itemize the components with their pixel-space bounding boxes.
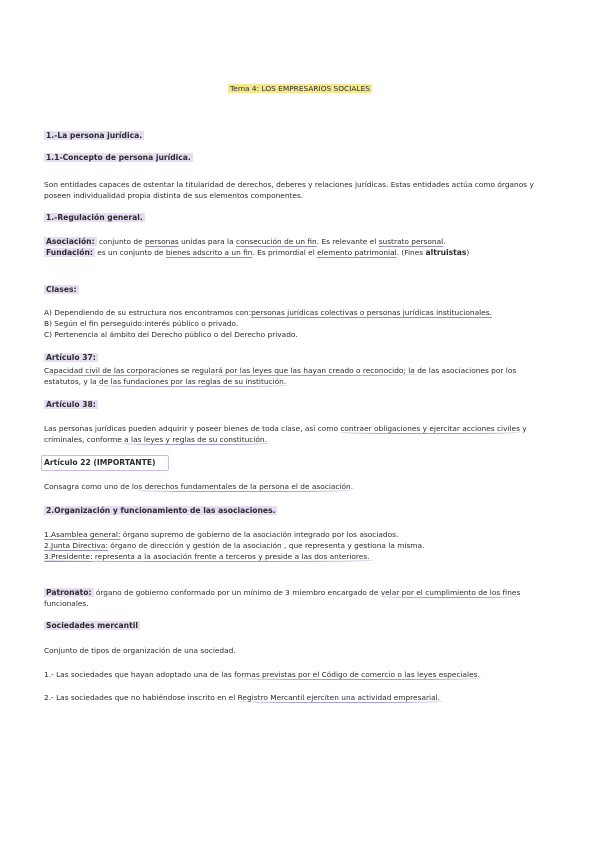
patronato-line-2: funcionales.	[44, 599, 89, 608]
handwritten-underline	[380, 594, 520, 598]
handwritten-underline	[44, 558, 374, 562]
articulo-38-line-1: Las personas jurídicas pueden adquirir y poseer bienes de toda clase, así como contraer obligaciones y ejercitar acciones civiles y	[44, 424, 527, 433]
org-item-asamblea: 1.Asamblea general: órgano supremo de gobierno de la asociación integrado por los asociados.	[44, 530, 399, 539]
section-heading-organizacion: 2.Organización y funcionamiento de las asociaciones.	[46, 506, 276, 515]
clases-item-c: C) Pertenencia al ámbito del Derecho público o del Derecho privado.	[44, 330, 298, 339]
articulo-38-heading: Artículo 38:	[46, 400, 96, 409]
sociedades-intro: Conjunto de tipos de organización de una sociedad.	[44, 646, 236, 655]
handwritten-underline	[120, 441, 270, 445]
section-heading-persona-juridica: 1.-La persona jurídica.	[46, 131, 143, 140]
sociedades-heading: Sociedades mercantil	[46, 621, 138, 630]
clases-item-a: A) Dependiendo de su estructura nos encontramos con:personas jurídicas colectivas o personas jurídicas institucionales.	[44, 308, 492, 317]
handwritten-underline	[136, 488, 350, 492]
articulo-37-heading: Artículo 37:	[46, 353, 96, 362]
articulo-22-heading: Artículo 22 (IMPORTANTE)	[44, 458, 156, 467]
asociacion-definition: Asociación: conjunto de personas unidas para la consecución de un fin. Es relevante el sustrato personal.	[46, 237, 446, 246]
handwritten-underline	[340, 430, 520, 434]
sociedades-item-1: 1.- Las sociedades que hayan adoptado una de las formas previstas por el Código de comercio o las leyes especiales.	[44, 670, 480, 679]
org-item-presidente: 3.Presidente: representa a la asociación frente a terceros y preside a las dos anteriores.	[44, 552, 370, 561]
articulo-38-line-2: criminales, conforme a las leyes y reglas de su constitución.	[44, 435, 267, 444]
section-heading-concepto: 1.1-Concepto de persona jurídica.	[46, 153, 191, 162]
section-heading-regulacion: 1.-Regulación general.	[46, 213, 143, 222]
clases-heading: Clases:	[46, 285, 77, 294]
clases-item-b: B) Según el fin perseguido:interés público o privado.	[44, 319, 239, 328]
fundacion-definition: Fundación: es un conjunto de bienes adscrito a un fin. Es primordial el elemento patrimonial. (Fines altruistas)	[46, 248, 470, 257]
sociedades-item-2: 2.- Las sociedades que no habiéndose inscrito en el Registro Mercantil ejerciten una actividad empresarial.	[44, 693, 441, 702]
org-item-junta: 2.Junta Directiva: órgano de dirección y gestión de la asociación , que representa y gestiona la misma.	[44, 541, 425, 550]
concepto-line-1: Son entidades capaces de ostentar la titularidad de derechos, deberes y relaciones jurídicas. Estas entidades actúa como órganos y	[44, 180, 534, 189]
handwritten-underline	[94, 383, 288, 387]
articulo-22-line-1: Consagra como uno de los derechos fundamentales de la persona el de asociación.	[44, 482, 354, 491]
handwritten-underline	[234, 676, 482, 680]
handwritten-underline	[238, 699, 444, 703]
patronato-line-1: Patronato: órgano de gobierno conformado por un mínimo de 3 miembro encargado de velar por el cumplimiento de los fines	[46, 588, 521, 597]
handwritten-underline	[198, 372, 418, 376]
page-title: Tema 4: LOS EMPRESARIOS SOCIALES	[230, 84, 370, 93]
handwritten-underline	[44, 372, 164, 376]
articulo-37-line-2: estatutos, y la de las fundaciones por las reglas de su institución.	[44, 377, 287, 386]
concepto-line-2: poseen individualidad propia distinta de sus elementos componentes.	[44, 191, 304, 200]
articulo-37-line-1: Capacidad civil de las corporaciones se regulará por las leyes que las hayan creado o reconocido; la de las asociaciones por los	[44, 366, 517, 375]
